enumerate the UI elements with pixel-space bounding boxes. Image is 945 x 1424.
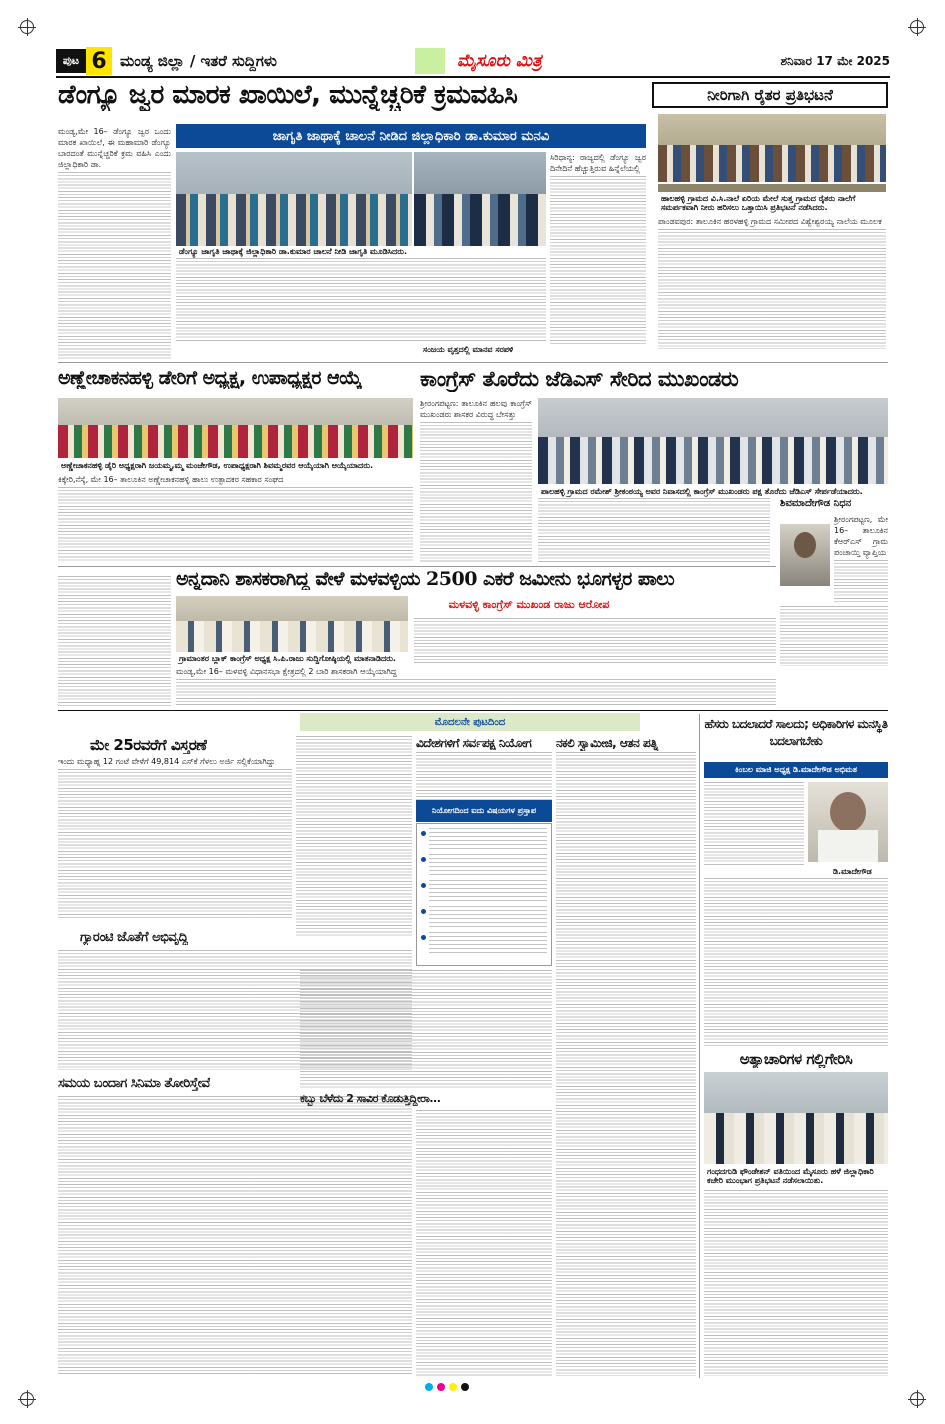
header-ornament [415, 48, 445, 74]
story1-lead-right: ಸಿರಿಧಾನ್ಯ: ರಾಜ್ಯದಲ್ಲಿ ಡೆಂಗ್ಯೂ ಜ್ವರ ದಿನೇದಿನೆ ಹೆಚ್ಚುತ್ತಿರುವ ಹಿನ್ನೆಲೆಯಲ್ಲಿ [550, 153, 646, 173]
bullet-2 [421, 854, 547, 876]
story4-lead: ಮಂಡ್ಯ,ಮೇ 16– ಮಳವಳ್ಳಿ ವಿಧಾನಸಭಾ ಕ್ಷೇತ್ರದಲ್ಲಿ 2 ಬಾರಿ ಶಾಸಕರಾಗಿ ಆಯ್ಕೆಯಾಗಿದ್ದ [176, 667, 397, 676]
registration-mark-bottom-left [20, 1392, 34, 1406]
story4-caption: ಗ್ರಾಮಾಂತರ ಬ್ಲಾಕ್ ಕಾಂಗ್ರೆಸ್ ಅಧ್ಯಕ್ಷ ಸಿ.ಪಿ.ರಾಜು ಸುದ್ದಿಗೋಷ್ಠಿಯಲ್ಲಿ ಮಾತನಾಡಿದರು. [176, 653, 408, 665]
story4-headline: ಅನ್ನದಾನಿ ಶಾಸಕರಾಗಿದ್ದ ವೇಳೆ ಮಳವಳ್ಳಿಯ 2500 ಎಕರೆ ಜಮೀನು ಭೂಗಳ್ಳರ ಪಾಲು [176, 568, 675, 590]
issue-date: ಶನಿವಾರ 17 ಮೇ 2025 [780, 53, 890, 68]
divider-1 [58, 362, 888, 363]
story1-headline: ಡೆಂಗ್ಯೂ ಜ್ವರ ಮಾರಕ ಖಾಯಿಲೆ, ಮುನ್ನೆಚ್ಚರಿಕೆ ಕ್ರಮವಹಿಸಿ [58, 80, 518, 110]
story1-signature: ಸಂಜಯ ವೃತ್ತದಲ್ಲಿ ಮಾನವ ಸರಪಳಿ [420, 344, 516, 356]
registration-mark-bottom-right [910, 1392, 924, 1406]
cont2-text-3 [416, 1110, 552, 1376]
cont2-headline-2: ಕಬ್ಬು ಬೆಳೆದು 2 ಸಾವಿರ ಕೊಡುತ್ತಿದ್ದೀರಾ... [300, 1092, 441, 1105]
side2-text [704, 782, 804, 866]
bullet-4 [421, 906, 547, 928]
side2-tag: ಕಿಂಬಲ ಮಾಜಿ ಅಧ್ಯಕ್ಷ ಡಿ.ಮಾದೇಗೌಡ ಅಭಿಮತ [704, 762, 888, 778]
side3-caption: ಗಂಧದಗುಡಿ ಫೌಂಡೇಶನ್ ವತಿಯಿಂದ ಮೈಸೂರು ಹಳೆ ಜಿಲ್ಲಾಧಿಕಾರಿ ಕಚೇರಿ ಮುಂಭಾಗ ಪ್ರತಿಭಟನೆ ನಡೆಸಲಾಯಿತು. [704, 1166, 888, 1186]
side2-photo-label: ಡಿ.ಮಾದೇಗೌಡ [830, 866, 875, 878]
story1-column-right [550, 152, 646, 357]
brand-logo: ಮೈಸೂರು ಮಿತ್ರ [457, 51, 542, 71]
bullet-5 [421, 932, 547, 954]
story4-photo [176, 596, 408, 652]
registration-mark-top-right [910, 20, 924, 34]
masthead-rule [56, 76, 890, 78]
side1-text [658, 216, 886, 358]
page-number: 6 [86, 47, 112, 75]
bullet-1 [421, 828, 547, 850]
story1-photo [176, 152, 412, 246]
story1-lead: ಮಂಡ್ಯ,ಮೇ 16– ಡೆಂಗ್ಯೂ ಜ್ವರ ಒಂದು ಮಾರಕ ಖಾಯಿಲೆ, ಈ ಮಹಾಮಾರಿ ಡೆಂಗ್ಯೂ ಬಾರದಂತೆ ಮುನ್ನೆಚ್ಚರಿಕೆ ಕ್ರಮ ವಹಿಸಿ ಎಂದು ಜಿಲ್ಲಾಧಿಕಾರಿ ಡಾ. [58, 127, 171, 169]
color-dots-bottom [425, 1383, 469, 1391]
story3-photo [538, 398, 888, 484]
story2-caption: ಅಣ್ಣೇಚಾಕನಹಳ್ಳಿ ಡೈರಿ ಅಧ್ಯಕ್ಷರಾಗಿ ಜಯಮ್ಮ,ಮ್ಮ ಮಂಜೇಗೌಡ, ಉಪಾಧ್ಯಕ್ಷರಾಗಿ ಶಿವಮ್ಮರವರ ಆಯ್ಕೆಯಾಗಿ ಆಯ್ಕೆಯಾದರು. [58, 460, 413, 472]
masthead [56, 47, 890, 75]
cont1-text [58, 756, 292, 926]
obit-text-2 [780, 606, 888, 666]
side2-headline: ಹೆಸರು ಬದಲಾದರೆ ಸಾಲದು; ಅಧಿಕಾರಿಗಳ ಮನಸ್ಥಿತಿ ಬದಲಾಗಬೇಕು [704, 717, 888, 748]
cont2-headline: ವಿದೇಶಗಳಿಗೆ ಸರ್ವಪಕ್ಷ ನಿಯೋಗ [416, 736, 532, 750]
story4-text-left [58, 576, 171, 706]
story3-text-left [420, 398, 532, 562]
story2-text [58, 474, 413, 562]
column-divider [699, 714, 700, 1378]
side1-photo [658, 114, 886, 182]
page-tag: ಪುಟ [56, 49, 86, 73]
obit-text [834, 514, 888, 604]
side2-text-2 [704, 878, 888, 1046]
story4-text-right [414, 618, 776, 664]
cont1-lead: ಇಂದು ಮಧ್ಯಾಹ್ನ 12 ಗಂಟೆ ವೇಳೆಗೆ 49,814 ಎಸ್‌ಕೆ ಗೆಳಲು ಅರ್ಜಿ ಸಲ್ಲಿಕೆಯಾಗಿದ್ದು [58, 757, 276, 766]
divider-3 [58, 710, 888, 711]
story1-photo-2 [414, 152, 546, 246]
cont1-text-3 [58, 1096, 412, 1376]
obit-lead: ಶ್ರೀರಂಗಪಟ್ಟಣ, ಮೇ 16– ತಾಲೂಕಿನ ಕೆಆರ್‌ಎಸ್ ಗ್ರಾಮ ಪಂಚಾಯ್ತಿ ವ್ಯಾಪ್ತಿಯ [834, 515, 888, 557]
story2-headline: ಅಣ್ಣೇಚಾಕನಹಳ್ಳಿ ಡೇರಿಗೆ ಅಧ್ಯಕ್ಷ, ಉಪಾಧ್ಯಕ್ಷರ ಆಯ್ಕೆ [58, 367, 362, 389]
story3-headline: ಕಾಂಗ್ರೆಸ್ ತೊರೆದು ಜೆಡಿಎಸ್ ಸೇರಿದ ಮುಖಂಡರು [420, 367, 739, 391]
divider-2 [58, 566, 776, 567]
side1-headline: ನೀರಿಗಾಗಿ ರೈತರ ಪ್ರತಿಭಟನೆ [652, 82, 888, 108]
story1-caption: ಡೆಂಗ್ಯೂ ಜಾಗೃತಿ ಜಾಥಾಕ್ಕೆ ಜಿಲ್ಲಾಧಿಕಾರಿ ಡಾ.ಕುಮಾರ ಚಾಲನೆ ನೀಡಿ ಜಾಗೃತಿ ಮೂಡಿಸಿದರು. [176, 246, 546, 258]
cont3-text [556, 752, 696, 1376]
bullet-3 [421, 880, 547, 902]
story1-columns-below [176, 258, 546, 342]
obit-photo [780, 524, 830, 586]
cont1-headline: ಮೇ 25ರವರೆಗೆ ವಿಸ್ತರಣೆ [90, 736, 207, 754]
side1-lead: ಪಾಂಡವಪುರ: ತಾಲೂಕಿನ ಹರಳಹಳ್ಳಿ ಗ್ರಾಮದ ಸಮೀಪದ ವಿಶ್ವೇಶ್ವರಯ್ಯ ನಾಲೆಯ ಮೂಲಕ [658, 217, 882, 226]
story3-caption: ಪಾಲಹಳ್ಳಿ ಗ್ರಾಮದ ರಮೇಶ್ ಶ್ರೀಕಂಠಯ್ಯ ಅವರ ನಿವಾಸದಲ್ಲಿ ಕಾಂಗ್ರೆಸ್ ಮುಖಂಡರು ಪಕ್ಷ ತೊರೆದು ಜೆಡಿಎಸ್ ಸೇರ್ಪಡೆಯಾದರು. [538, 486, 888, 498]
cont1-headline-2: ಗ್ಯಾರಂಟಿ ಜೊತೆಗೆ ಅಭಿವೃದ್ಧಿ [80, 930, 188, 945]
story2-lead: ಕಿಕ್ಕೇರಿ,ನೆಸ್ಕೆ, ಮೇ 16– ತಾಲೂಕಿನ ಅಣ್ಣೇಚಾಕನಹಳ್ಳಿ ಹಾಲು ಉತ್ಪಾದಕರ ಸಹಕಾರ ಸಂಘದ [58, 475, 284, 484]
story1-subhead: ಜಾಗೃತಿ ಜಾಥಾಕ್ಕೆ ಚಾಲನೆ ನೀಡಿದ ಜಿಲ್ಲಾಧಿಕಾರಿ ಡಾ.ಕುಮಾರ ಮನವಿ [176, 124, 646, 148]
story3-lead: ಶ್ರೀರಂಗಪಟ್ಟಣ: ತಾಲೂಕಿನ ಹಲವು ಕಾಂಗ್ರೆಸ್ ಮುಖಂಡರು ಶಾಸಕರ ವಿರುದ್ಧ ಬೇಸತ್ತು [420, 399, 532, 419]
registration-mark-top-left [20, 20, 34, 34]
story4-text [176, 666, 776, 708]
section-title: ಮಂಡ್ಯ ಜಿಲ್ಲಾ / ಇತರೆ ಸುದ್ದಿಗಳು [120, 52, 277, 70]
side3-text [704, 1190, 888, 1376]
cont2-box-head: ನಿಯೋಗದಿಂದ ಐದು ವಿಷಯಗಳ ಪ್ರಸ್ತಾಪ [416, 800, 552, 822]
cont1-headline-3: ಸಮಯ ಬಂದಾಗ ಸಿನಿಮಾ ತೋರಿಸ್ತೇವೆ [58, 1076, 210, 1091]
side3-photo [704, 1072, 888, 1164]
obit-headline: ಶಿವಮಾದೇಗೌಡ ನಿಧನ [780, 498, 852, 509]
cont2-bullet-box [416, 823, 552, 966]
cont1-text-4 [296, 736, 412, 936]
cont3-headline: ನಕಲಿ ಸ್ವಾಮೀಜಿ, ಆತನ ಪತ್ನಿ [556, 736, 658, 750]
story2-photo [58, 398, 413, 458]
continued-bar: ಮೊದಲನೇ ಪುಟದಿಂದ [300, 713, 640, 731]
story3-text-right [538, 498, 770, 562]
cont2-text-2 [300, 970, 552, 1088]
side3-headline: ಅತ್ಯಾಚಾರಿಗಳ ಗಲ್ಲಿಗೇರಿಸಿ [739, 1050, 853, 1068]
side2-portrait [808, 782, 888, 862]
side1-caption: ಹಾಲಹಳ್ಳಿ ಗ್ರಾಮದ ವಿ.ಸಿ.ನಾಲೆ ಏರಿಯ ಮೇಲೆ ಸುತ್ತ ಗ್ರಾಮದ ರೈತರು ನಾಲೆಗೆ ಸಮರ್ಪಕವಾಗಿ ನೀರು ಹರಿಸಲು ಒತ್ತಾಯಿಸಿ ಪ್ರತಿಭಟನೆ ನಡೆಸಿದರು. [658, 193, 886, 213]
side1-photo-2 [658, 184, 886, 192]
story4-subhead: ಮಳವಳ್ಳಿ ಕಾಂಗ್ರೆಸ್ ಮುಖಂಡ ರಾಜು ಆರೋಪ [414, 596, 644, 614]
story1-column1 [58, 126, 171, 360]
